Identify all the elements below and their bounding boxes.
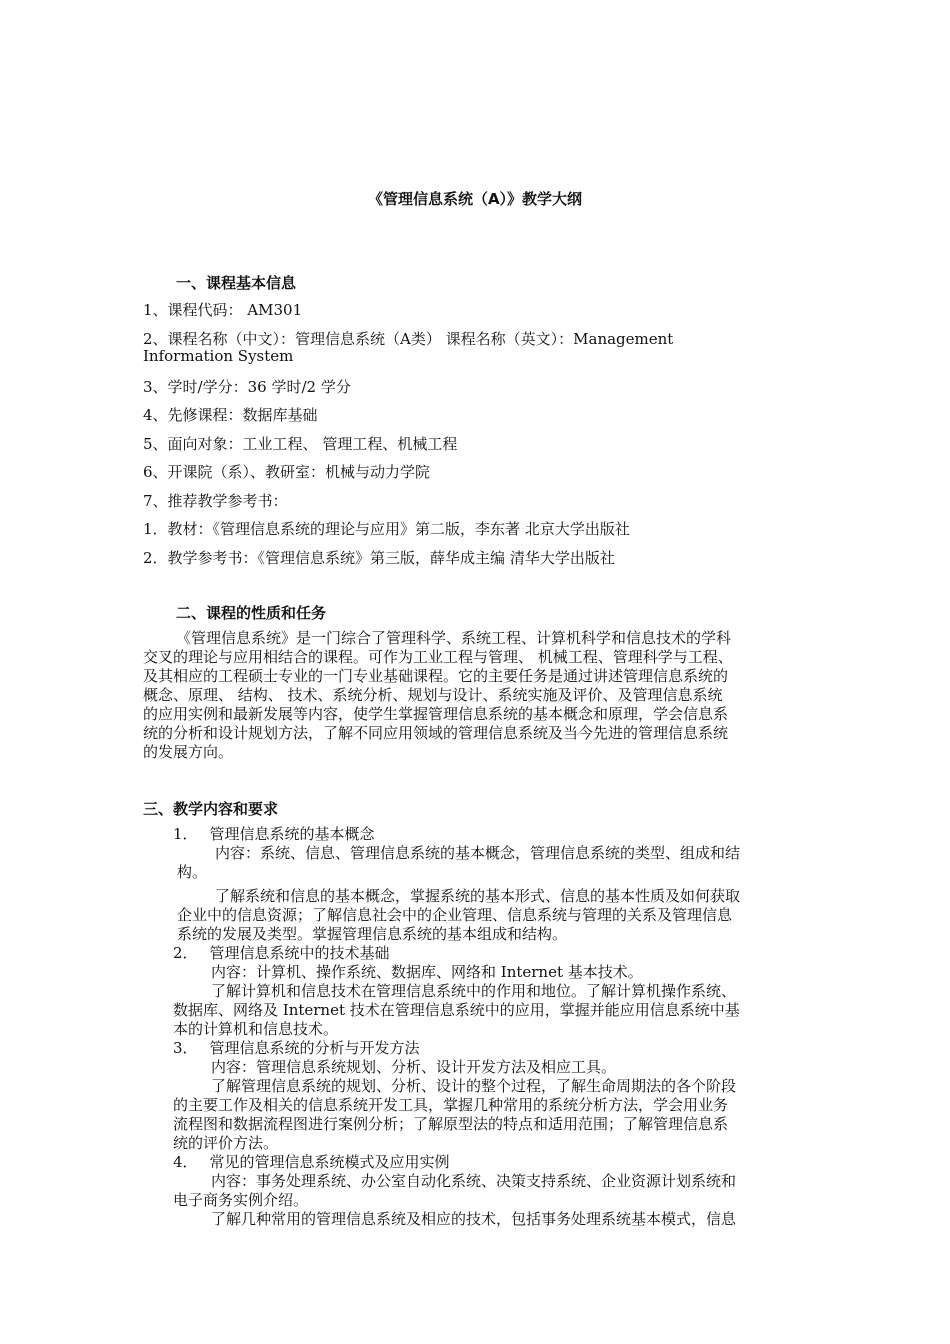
topic-3-line: 统的评价方法。: [173, 1134, 279, 1152]
topic-3-heading: [143, 1039, 823, 1058]
target-audience: 5、面向对象：工业工程、 管理工程、机械工程: [143, 435, 458, 453]
topic-number: 1．: [173, 825, 198, 843]
topic-2-line: 本的计算机和信息技术。: [173, 1020, 339, 1038]
textbook: 1．教材：《管理信息系统的理论与应用》第二版，李东著 北京大学出版社: [143, 520, 630, 538]
topic-2-line: 内容：计算机、操作系统、数据库、网络和 Internet 基本技术。: [211, 963, 643, 981]
topic-1-line: 构。: [177, 863, 208, 881]
section3-content: [143, 825, 823, 1229]
topic-title: 管理信息系统的分析与开发方法: [209, 1039, 420, 1057]
section1-heading: 一、课程基本信息: [176, 274, 297, 292]
references-heading: 7、推荐教学参考书：: [143, 492, 288, 510]
course-name-english-cont: Information System: [143, 347, 294, 365]
topic-2-heading: [143, 944, 823, 963]
topic-4-line: 电子商务实例介绍。: [173, 1191, 309, 1209]
section2-heading: 二、课程的性质和任务: [176, 604, 327, 622]
topic-title: 常见的管理信息系统模式及应用实例: [209, 1153, 450, 1171]
course-name: 2、课程名称（中文）：管理信息系统（A类） 课程名称（英文）：Management: [143, 330, 674, 348]
topic-3-line: 内容：管理信息系统规划、分析、设计开发方法及相应工具。: [211, 1058, 617, 1076]
topic-2-line: 数据库、网络及 Internet 技术在管理信息系统中的应用，掌握并能应用信息系统中基: [173, 1001, 740, 1019]
paragraph-line: 统的分析和设计规划方法，了解不同应用领域的管理信息系统及当今先进的管理信息系统: [143, 724, 729, 742]
section2-paragraph: [143, 629, 813, 762]
document-title: 《管理信息系统（A）》教学大纲: [367, 190, 583, 208]
topic-1-line: 内容：系统、信息、管理信息系统的基本概念，管理信息系统的类型、组成和结: [215, 844, 741, 862]
department: 6、开课院（系）、教研室：机械与动力学院: [143, 463, 431, 481]
topic-1-line: 了解系统和信息的基本概念，掌握系统的基本形式、信息的基本性质及如何获取: [215, 887, 741, 905]
topic-4-line: 内容：事务处理系统、办公室自动化系统、决策支持系统、企业资源计划系统和: [211, 1172, 737, 1190]
topic-number: 4．: [173, 1153, 198, 1171]
topic-3-line: 的主要工作及相关的信息系统开发工具，掌握几种常用的系统分析方法，学会用业务: [173, 1096, 729, 1114]
course-code: 1、课程代码： AM301: [143, 301, 303, 319]
paragraph-line: 交叉的理论与应用相结合的课程。可作为工业工程与管理、 机械工程、管理科学与工程、: [143, 648, 733, 666]
topic-number: 3．: [173, 1039, 198, 1057]
hours-credits: 3、学时/学分：36 学时/2 学分: [143, 378, 351, 396]
topic-title: 管理信息系统的基本概念: [209, 825, 375, 843]
topic-4-heading: [143, 1153, 823, 1172]
topic-2-line: 了解计算机和信息技术在管理信息系统中的作用和地位。了解计算机操作系统、: [211, 982, 737, 1000]
topic-number: 2．: [173, 944, 198, 962]
paragraph-line: 的应用实例和最新发展等内容，使学生掌握管理信息系统的基本概念和原理，学会信息系: [143, 705, 729, 723]
topic-4-line: 了解几种常用的管理信息系统及相应的技术，包括事务处理系统基本模式，信息: [211, 1210, 737, 1228]
paragraph-line: 的发展方向。: [143, 743, 234, 761]
reference-book: 2．教学参考书：《管理信息系统》第三版，薛华成主编 清华大学出版社: [143, 549, 615, 567]
paragraph-line: 及其相应的工程硕士专业的一门专业基础课程。它的主要任务是通过讲述管理信息系统的: [143, 667, 729, 685]
topic-1-line: 企业中的信息资源；了解信息社会中的企业管理、信息系统与管理的关系及管理信息: [177, 906, 733, 924]
topic-3-line: 了解管理信息系统的规划、分析、设计的整个过程，了解生命周期法的各个阶段: [211, 1077, 737, 1095]
topic-1-heading: [143, 825, 823, 844]
topic-3-line: 流程图和数据流程图进行案例分析；了解原型法的特点和适用范围；了解管理信息系: [173, 1115, 729, 1133]
prerequisites: 4、先修课程：数据库基础: [143, 406, 318, 424]
topic-1-line: 系统的发展及类型。掌握管理信息系统的基本组成和结构。: [177, 925, 568, 943]
paragraph-line: 概念、原理、 结构、 技术、系统分析、规划与设计、系统实施及评价、及管理信息系统: [143, 686, 723, 704]
section3-heading: 三、教学内容和要求: [143, 800, 279, 818]
paragraph-line: 《管理信息系统》是一门综合了管理科学、系统工程、计算机科学和信息技术的学科: [176, 629, 732, 647]
topic-title: 管理信息系统中的技术基础: [209, 944, 390, 962]
